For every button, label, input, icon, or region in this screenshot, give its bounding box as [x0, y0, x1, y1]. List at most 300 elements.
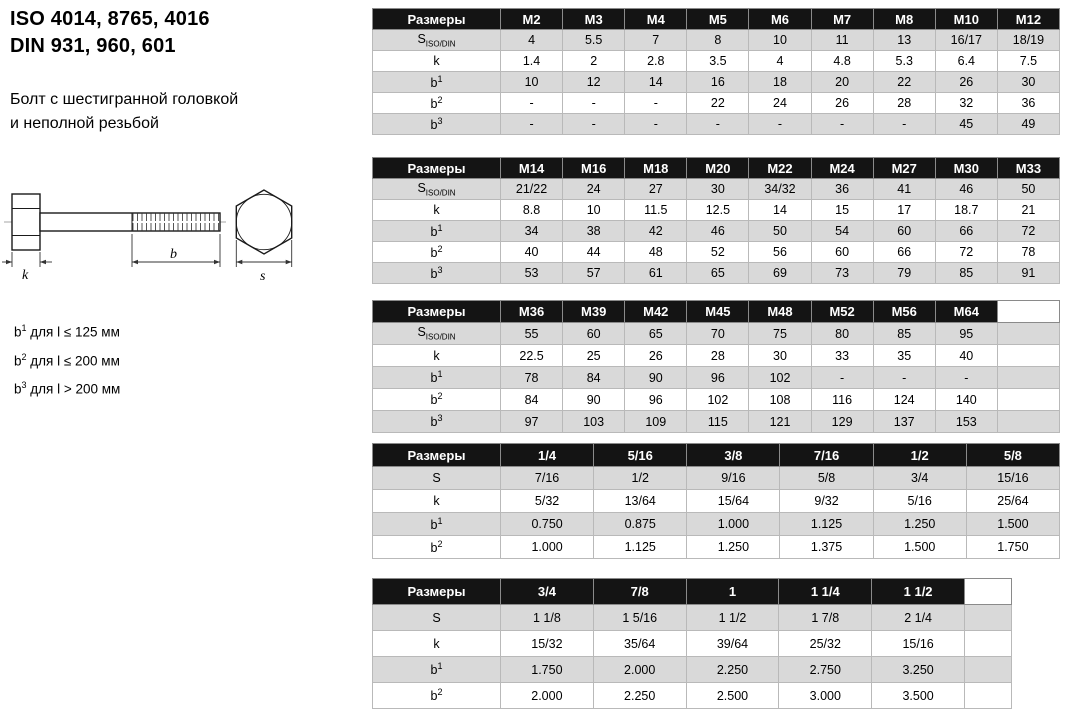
- col-header: M52: [811, 301, 873, 323]
- cell: 84: [501, 389, 563, 411]
- cell: 15/64: [687, 490, 780, 513]
- row-label: $S_{ISO/DIN}$: [373, 179, 501, 200]
- cell: 12: [563, 72, 625, 93]
- cell: 96: [687, 367, 749, 389]
- cell: 57: [563, 263, 625, 284]
- cell: -: [811, 114, 873, 135]
- cell: 35/64: [593, 631, 686, 657]
- bolt-drawing: [2, 182, 332, 294]
- row-label: $b^3$: [373, 263, 501, 284]
- cell: 16/17: [935, 30, 997, 51]
- cell: 40: [935, 345, 997, 367]
- table-row: [373, 605, 1012, 631]
- cell: 46: [935, 179, 997, 200]
- cell: 25/64: [966, 490, 1059, 513]
- cell: 36: [997, 93, 1059, 114]
- cell: 2.250: [686, 657, 779, 683]
- row-label: k: [373, 51, 501, 72]
- cell: 5/16: [873, 490, 966, 513]
- row-label: $b^1$: [373, 367, 501, 389]
- col-header: 1/2: [873, 444, 966, 467]
- cell: 1.750: [501, 657, 594, 683]
- cell: 1.000: [687, 513, 780, 536]
- cell: 35: [873, 345, 935, 367]
- cell: 10: [563, 200, 625, 221]
- row-label: $b^3$: [373, 114, 501, 135]
- dimension-table-4: [372, 443, 1060, 559]
- table-row: [373, 536, 1060, 559]
- cell: 116: [811, 389, 873, 411]
- cell: 26: [811, 93, 873, 114]
- cell: 80: [811, 323, 873, 345]
- cell: 66: [873, 242, 935, 263]
- cell: 91: [997, 263, 1059, 284]
- cell: 1.500: [873, 536, 966, 559]
- cell: 46: [687, 221, 749, 242]
- cell: 49: [997, 114, 1059, 135]
- row-label: $S_{ISO/DIN}$: [373, 323, 501, 345]
- note-line: $b^3$ для l > 200 мм: [14, 380, 121, 397]
- title-block: [10, 6, 210, 60]
- cell: 78: [997, 242, 1059, 263]
- cell: 90: [563, 389, 625, 411]
- row-label: S: [373, 467, 501, 490]
- table-header-row: [373, 158, 1060, 179]
- cell: -: [873, 114, 935, 135]
- cell: 52: [687, 242, 749, 263]
- cell: 60: [811, 242, 873, 263]
- cell: 11.5: [625, 200, 687, 221]
- row-label: $b^2$: [373, 536, 501, 559]
- cell: 41: [873, 179, 935, 200]
- row-label: S: [373, 605, 501, 631]
- table-row: [373, 51, 1060, 72]
- empty-cell: [965, 605, 1012, 631]
- col-header: M6: [749, 9, 811, 30]
- table-row: [373, 200, 1060, 221]
- dim-label-k: k: [22, 268, 29, 283]
- table-header-row: [373, 444, 1060, 467]
- cell: 21/22: [501, 179, 563, 200]
- cell: 3.000: [779, 683, 872, 709]
- col-header: 7/16: [780, 444, 873, 467]
- table-row: [373, 323, 1060, 345]
- bolt-side-view: [4, 194, 226, 250]
- empty-cell: [997, 323, 1059, 345]
- table-row: [373, 683, 1012, 709]
- cell: 1.125: [594, 536, 687, 559]
- row-label: $b^1$: [373, 221, 501, 242]
- cell: 90: [625, 367, 687, 389]
- cell: 140: [935, 389, 997, 411]
- cell: 0.750: [501, 513, 594, 536]
- cell: 5.3: [873, 51, 935, 72]
- cell: 8: [687, 30, 749, 51]
- row-label: k: [373, 345, 501, 367]
- col-header: M16: [563, 158, 625, 179]
- cell: -: [873, 367, 935, 389]
- cell: 84: [563, 367, 625, 389]
- cell: 5.5: [563, 30, 625, 51]
- cell: 8.8: [501, 200, 563, 221]
- cell: 26: [625, 345, 687, 367]
- subtitle-line2: и неполной резьбой: [10, 115, 159, 132]
- cell: 0.875: [594, 513, 687, 536]
- col-header: M64: [935, 301, 997, 323]
- cell: 38: [563, 221, 625, 242]
- cell: 9/32: [780, 490, 873, 513]
- cell: 26: [935, 72, 997, 93]
- cell: 66: [935, 221, 997, 242]
- cell: 6.4: [935, 51, 997, 72]
- cell: 9/16: [687, 467, 780, 490]
- dimension-table-2: [372, 157, 1060, 284]
- row-label: $S_{ISO/DIN}$: [373, 30, 501, 51]
- cell: 15/16: [966, 467, 1059, 490]
- cell: 11: [811, 30, 873, 51]
- cell: 15/32: [501, 631, 594, 657]
- empty-cell: [965, 631, 1012, 657]
- cell: 22.5: [501, 345, 563, 367]
- cell: 61: [625, 263, 687, 284]
- table-row: [373, 367, 1060, 389]
- row-label: k: [373, 631, 501, 657]
- col-header: 3/8: [687, 444, 780, 467]
- cell: 7.5: [997, 51, 1059, 72]
- cell: 27: [625, 179, 687, 200]
- empty-cell: [997, 411, 1059, 433]
- cell: 39/64: [686, 631, 779, 657]
- row-label: $b^2$: [373, 683, 501, 709]
- col-header: 1/4: [501, 444, 594, 467]
- tables-panel: [372, 0, 1067, 720]
- table-row: [373, 345, 1060, 367]
- col-header: M22: [749, 158, 811, 179]
- cell: -: [687, 114, 749, 135]
- cell: 22: [873, 72, 935, 93]
- table-row: [373, 263, 1060, 284]
- cell: 109: [625, 411, 687, 433]
- table-row: [373, 411, 1060, 433]
- empty-cell: [965, 683, 1012, 709]
- table-row: [373, 179, 1060, 200]
- cell: 95: [935, 323, 997, 345]
- dimension-k: [2, 252, 52, 283]
- cell: -: [625, 114, 687, 135]
- cell: 102: [687, 389, 749, 411]
- cell: 24: [563, 179, 625, 200]
- size-header: Размеры: [373, 158, 501, 179]
- table-row: [373, 114, 1060, 135]
- row-label: $b^1$: [373, 72, 501, 93]
- cell: 124: [873, 389, 935, 411]
- cell: -: [749, 114, 811, 135]
- cell: 13: [873, 30, 935, 51]
- cell: 69: [749, 263, 811, 284]
- cell: 13/64: [594, 490, 687, 513]
- col-header: M56: [873, 301, 935, 323]
- cell: 48: [625, 242, 687, 263]
- table-header-row: [373, 9, 1060, 30]
- cell: 153: [935, 411, 997, 433]
- cell: 2: [563, 51, 625, 72]
- cell: 36: [811, 179, 873, 200]
- cell: 4.8: [811, 51, 873, 72]
- cell: 22: [687, 93, 749, 114]
- size-header: Размеры: [373, 301, 501, 323]
- cell: 3.5: [687, 51, 749, 72]
- cell: -: [563, 114, 625, 135]
- bolt-hex-view: [236, 190, 291, 254]
- title-iso: ISO 4014, 8765, 4016: [10, 8, 210, 30]
- col-header: 1: [686, 579, 779, 605]
- cell: -: [625, 93, 687, 114]
- table-header-row: [373, 579, 1012, 605]
- cell: 7: [625, 30, 687, 51]
- cell: 42: [625, 221, 687, 242]
- cell: 1.4: [501, 51, 563, 72]
- cell: 1.250: [687, 536, 780, 559]
- cell: 54: [811, 221, 873, 242]
- row-label: k: [373, 200, 501, 221]
- cell: 10: [749, 30, 811, 51]
- cell: 34: [501, 221, 563, 242]
- note-line: $b^2$ для l ≤ 200 мм: [14, 351, 120, 368]
- col-header: M10: [935, 9, 997, 30]
- table-row: [373, 513, 1060, 536]
- cell: 60: [873, 221, 935, 242]
- col-header: M2: [501, 9, 563, 30]
- col-header: M42: [625, 301, 687, 323]
- cell: 21: [997, 200, 1059, 221]
- dim-label-s: s: [260, 269, 266, 284]
- table-row: [373, 389, 1060, 411]
- cell: 30: [749, 345, 811, 367]
- cell: 33: [811, 345, 873, 367]
- col-header: M7: [811, 9, 873, 30]
- cell: 1 7/8: [779, 605, 872, 631]
- col-header: 5/8: [966, 444, 1059, 467]
- row-label: $b^1$: [373, 513, 501, 536]
- cell: 3/4: [873, 467, 966, 490]
- empty-cell: [997, 389, 1059, 411]
- col-header: M3: [563, 9, 625, 30]
- cell: 25: [563, 345, 625, 367]
- cell: 1.375: [780, 536, 873, 559]
- cell: 50: [997, 179, 1059, 200]
- row-label: $b^1$: [373, 657, 501, 683]
- table-row: [373, 657, 1012, 683]
- cell: 115: [687, 411, 749, 433]
- col-header: M36: [501, 301, 563, 323]
- cell: 2.000: [593, 657, 686, 683]
- cell: 15/16: [872, 631, 965, 657]
- cell: 5/8: [780, 467, 873, 490]
- col-header: M30: [935, 158, 997, 179]
- col-header: 1 1/4: [779, 579, 872, 605]
- cell: 18: [749, 72, 811, 93]
- col-header: M8: [873, 9, 935, 30]
- table-row: [373, 30, 1060, 51]
- notes: [14, 316, 120, 402]
- cell: 24: [749, 93, 811, 114]
- cell: -: [501, 93, 563, 114]
- cell: 103: [563, 411, 625, 433]
- table-row: [373, 467, 1060, 490]
- cell: 5/32: [501, 490, 594, 513]
- cell: 16: [687, 72, 749, 93]
- cell: 3.500: [872, 683, 965, 709]
- table-header-row: [373, 301, 1060, 323]
- cell: 75: [749, 323, 811, 345]
- cell: 85: [873, 323, 935, 345]
- cell: 96: [625, 389, 687, 411]
- cell: 34/32: [749, 179, 811, 200]
- empty-cell: [997, 345, 1059, 367]
- cell: 40: [501, 242, 563, 263]
- row-label: k: [373, 490, 501, 513]
- cell: 12.5: [687, 200, 749, 221]
- cell: 1.250: [873, 513, 966, 536]
- cell: 15: [811, 200, 873, 221]
- cell: 1.500: [966, 513, 1059, 536]
- table-row: [373, 490, 1060, 513]
- cell: 2.500: [686, 683, 779, 709]
- col-header: M4: [625, 9, 687, 30]
- cell: 30: [997, 72, 1059, 93]
- row-label: $b^3$: [373, 411, 501, 433]
- cell: 65: [687, 263, 749, 284]
- cell: 108: [749, 389, 811, 411]
- cell: -: [563, 93, 625, 114]
- cell: 18/19: [997, 30, 1059, 51]
- cell: -: [811, 367, 873, 389]
- cell: 70: [687, 323, 749, 345]
- cell: 44: [563, 242, 625, 263]
- title-din: DIN 931, 960, 601: [10, 35, 176, 57]
- cell: 10: [501, 72, 563, 93]
- cell: 53: [501, 263, 563, 284]
- col-header: M14: [501, 158, 563, 179]
- cell: 85: [935, 263, 997, 284]
- cell: -: [501, 114, 563, 135]
- cell: 17: [873, 200, 935, 221]
- size-header: Размеры: [373, 579, 501, 605]
- col-header: M27: [873, 158, 935, 179]
- row-label: $b^2$: [373, 242, 501, 263]
- cell: 2.000: [501, 683, 594, 709]
- cell: 4: [501, 30, 563, 51]
- cell: 28: [687, 345, 749, 367]
- subtitle-block: [10, 88, 238, 136]
- empty-header: [965, 579, 1012, 605]
- col-header: M48: [749, 301, 811, 323]
- subtitle-line1: Болт с шестигранной головкой: [10, 91, 239, 108]
- cell: 73: [811, 263, 873, 284]
- cell: 50: [749, 221, 811, 242]
- cell: 56: [749, 242, 811, 263]
- empty-header: [997, 301, 1059, 323]
- cell: 102: [749, 367, 811, 389]
- row-label: $b^2$: [373, 389, 501, 411]
- cell: 2 1/4: [872, 605, 965, 631]
- size-header: Размеры: [373, 9, 501, 30]
- cell: 14: [749, 200, 811, 221]
- cell: 121: [749, 411, 811, 433]
- cell: 1.000: [501, 536, 594, 559]
- table-row: [373, 221, 1060, 242]
- cell: 2.750: [779, 657, 872, 683]
- cell: 137: [873, 411, 935, 433]
- cell: 78: [501, 367, 563, 389]
- dimension-table-5: [372, 578, 1012, 709]
- dimension-table-1: [372, 8, 1060, 135]
- dimension-b: [132, 234, 220, 267]
- cell: 72: [935, 242, 997, 263]
- table-row: [373, 72, 1060, 93]
- table-row: [373, 93, 1060, 114]
- dimension-table-3: [372, 300, 1060, 433]
- col-header: 3/4: [501, 579, 594, 605]
- table-row: [373, 242, 1060, 263]
- table-row: [373, 631, 1012, 657]
- col-header: M24: [811, 158, 873, 179]
- cell: 1 1/8: [501, 605, 594, 631]
- cell: 18.7: [935, 200, 997, 221]
- cell: 45: [935, 114, 997, 135]
- cell: 2.8: [625, 51, 687, 72]
- col-header: 1 1/2: [872, 579, 965, 605]
- cell: 60: [563, 323, 625, 345]
- cell: 3.250: [872, 657, 965, 683]
- cell: 2.250: [593, 683, 686, 709]
- col-header: M12: [997, 9, 1059, 30]
- cell: 14: [625, 72, 687, 93]
- note-line: $b^1$ для l ≤ 125 мм: [14, 323, 120, 340]
- cell: 30: [687, 179, 749, 200]
- cell: 97: [501, 411, 563, 433]
- col-header: 5/16: [594, 444, 687, 467]
- cell: 65: [625, 323, 687, 345]
- cell: 1 5/16: [593, 605, 686, 631]
- cell: 1.750: [966, 536, 1059, 559]
- empty-cell: [965, 657, 1012, 683]
- col-header: 7/8: [593, 579, 686, 605]
- col-header: M33: [997, 158, 1059, 179]
- empty-cell: [997, 367, 1059, 389]
- col-header: M20: [687, 158, 749, 179]
- cell: -: [935, 367, 997, 389]
- cell: 79: [873, 263, 935, 284]
- col-header: M39: [563, 301, 625, 323]
- dim-label-b: b: [170, 247, 177, 262]
- cell: 28: [873, 93, 935, 114]
- cell: 55: [501, 323, 563, 345]
- cell: 1 1/2: [686, 605, 779, 631]
- col-header: M5: [687, 9, 749, 30]
- cell: 20: [811, 72, 873, 93]
- cell: 4: [749, 51, 811, 72]
- cell: 32: [935, 93, 997, 114]
- col-header: M45: [687, 301, 749, 323]
- cell: 7/16: [501, 467, 594, 490]
- size-header: Размеры: [373, 444, 501, 467]
- col-header: M18: [625, 158, 687, 179]
- row-label: $b^2$: [373, 93, 501, 114]
- cell: 72: [997, 221, 1059, 242]
- cell: 25/32: [779, 631, 872, 657]
- cell: 1.125: [780, 513, 873, 536]
